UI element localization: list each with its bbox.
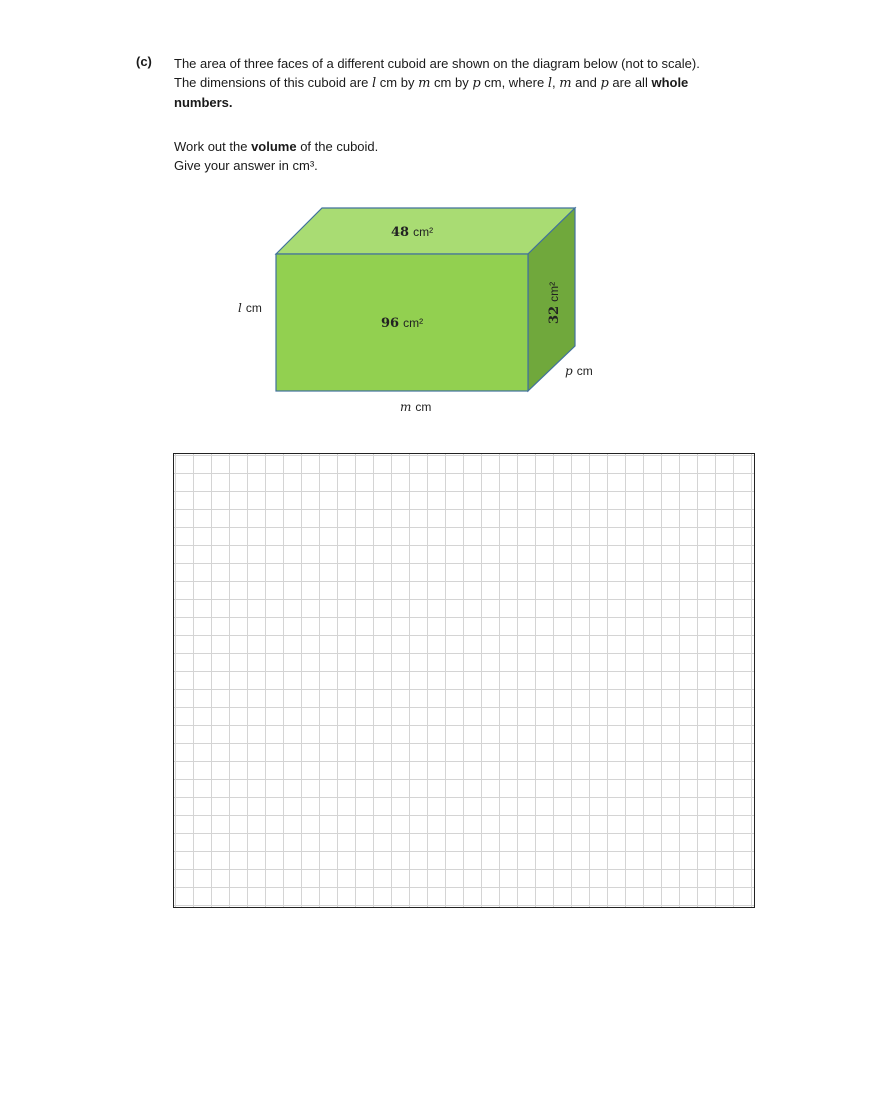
dim-m-var: m xyxy=(400,400,412,414)
instr-text: Work out the xyxy=(174,139,252,154)
side-area-unit: cm² xyxy=(547,281,561,302)
give-answer-text: Give your answer in cm³. xyxy=(174,158,318,173)
dim-l-var: l xyxy=(238,301,242,315)
intro-text: cm by xyxy=(376,75,419,90)
var-m: m xyxy=(559,76,572,91)
emphasis-numbers: numbers. xyxy=(174,95,233,110)
var-l: l xyxy=(547,76,552,91)
dim-m-unit: cm xyxy=(415,400,432,414)
dim-l-unit: cm xyxy=(245,301,262,315)
intro-text: are all xyxy=(608,75,652,90)
var-m: m xyxy=(418,76,431,91)
dim-p-unit: cm xyxy=(576,364,593,378)
intro-text: The dimensions of this cuboid are xyxy=(174,75,372,90)
top-area-value: 48 xyxy=(391,225,410,240)
var-p: p xyxy=(600,76,609,91)
cuboid-diagram xyxy=(0,0,892,440)
dimension-m-label xyxy=(400,400,431,414)
intro-text: cm, where xyxy=(480,75,548,90)
intro-text: , xyxy=(552,75,560,90)
front-area-value: 96 xyxy=(381,316,400,331)
var-l: l xyxy=(372,76,377,91)
emphasis-whole: whole xyxy=(651,75,689,90)
dim-p-var: p xyxy=(565,364,573,378)
emphasis-volume: volume xyxy=(251,139,297,154)
intro-text: cm by xyxy=(430,75,473,90)
question-label: (c) xyxy=(136,54,152,69)
dimension-p-label xyxy=(565,364,593,378)
intro-line-1: The area of three faces of a different cuboid are shown on the diagram below (not to scale). xyxy=(174,56,700,71)
working-grid[interactable] xyxy=(173,453,755,908)
top-area-unit: cm² xyxy=(413,225,434,239)
front-area-unit: cm² xyxy=(403,316,424,330)
side-area-value: 32 xyxy=(547,305,562,324)
dimension-l-label xyxy=(238,301,262,315)
intro-text: and xyxy=(571,75,601,90)
instr-text: of the cuboid. xyxy=(296,139,379,154)
cuboid-front-face xyxy=(276,254,528,391)
var-p: p xyxy=(472,76,481,91)
